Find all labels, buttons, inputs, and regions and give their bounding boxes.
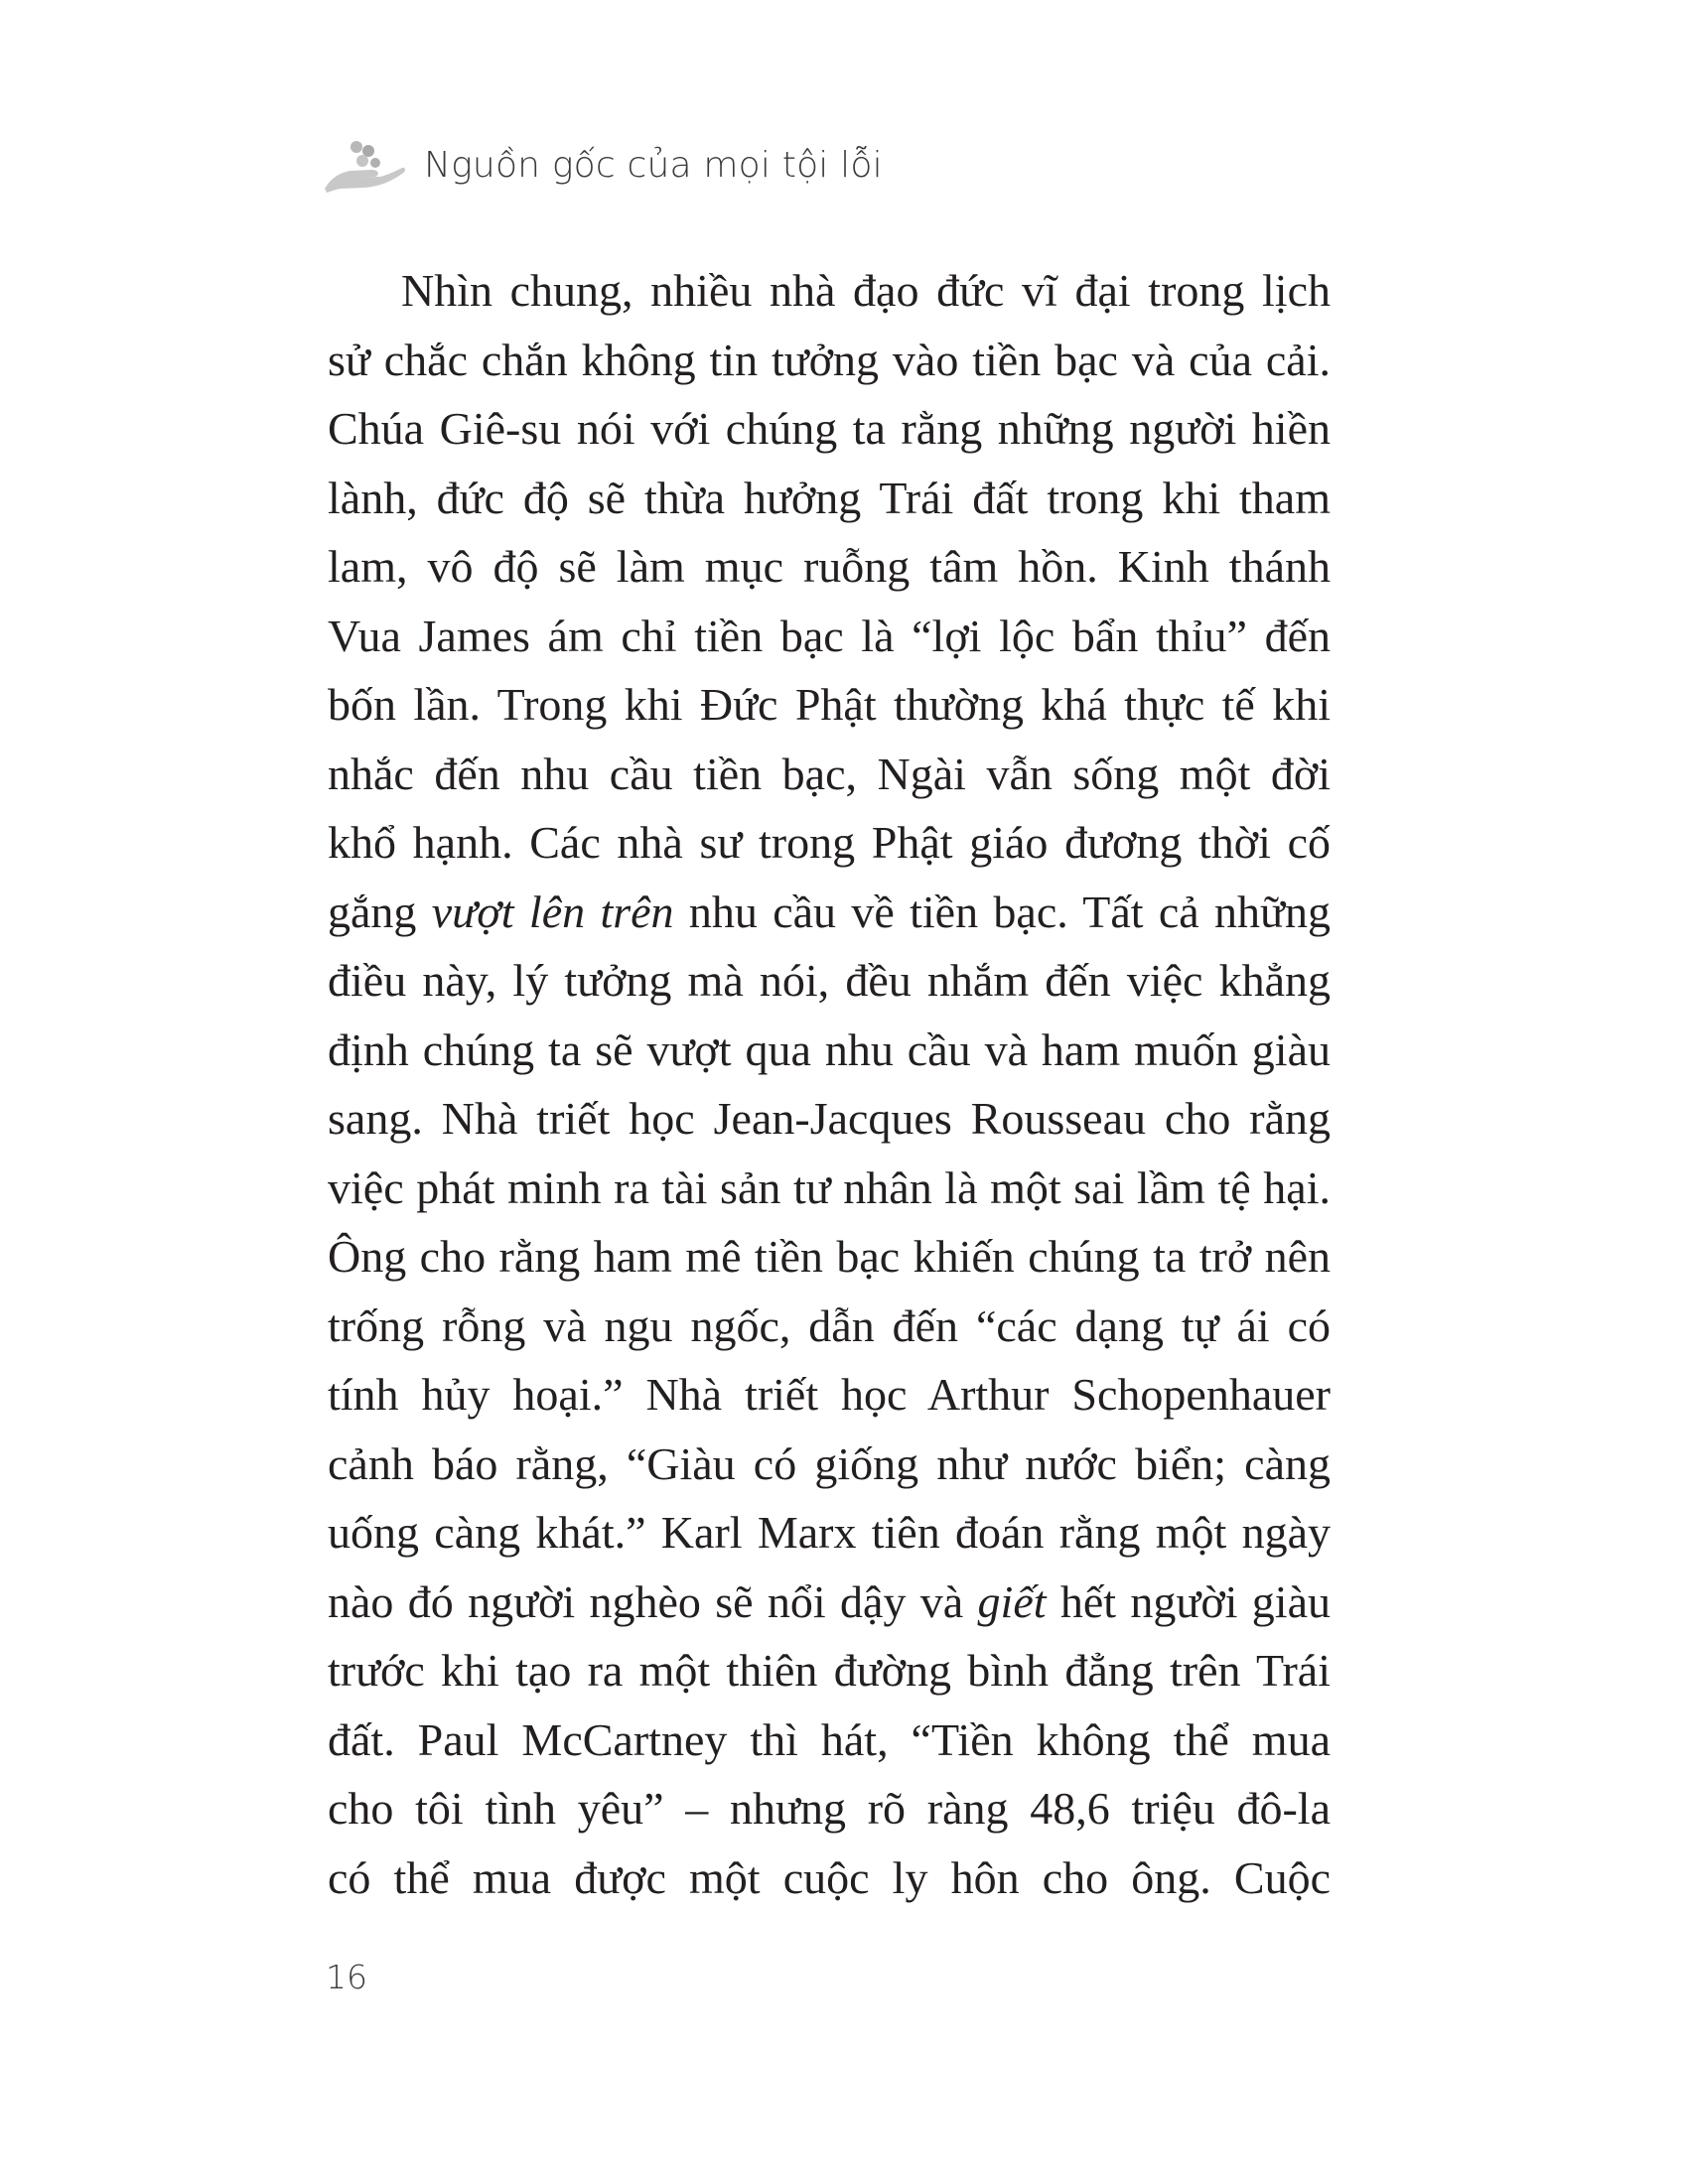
emphasis-text: giết <box>977 1575 1047 1627</box>
text-line <box>328 1568 1331 1637</box>
text-line <box>328 532 1331 602</box>
text-segment: nhắc đến nhu cầu tiền bạc, Ngài vẫn sống một đời <box>328 748 1331 799</box>
hand-with-coins-icon <box>323 137 406 193</box>
text-line <box>328 602 1331 671</box>
text-line <box>328 1498 1331 1568</box>
text-segment: gắng <box>328 886 432 937</box>
text-line <box>328 946 1331 1016</box>
text-line <box>328 878 1331 947</box>
text-segment: đất. Paul McCartney thì hát, “Tiền không thể mua <box>328 1713 1331 1765</box>
text-segment: cho tôi tình yêu” – nhưng rõ ràng 48,6 triệu đô-la <box>328 1783 1331 1834</box>
text-segment: nhu cầu về tiền bạc. Tất cả những <box>673 886 1331 937</box>
text-segment: nào đó người nghèo sẽ nổi dậy và <box>328 1575 978 1627</box>
text-segment: Nhìn chung, nhiều nhà đạo đức vĩ đại trong lịch <box>401 265 1331 316</box>
text-line <box>328 1636 1331 1706</box>
text-line <box>328 740 1331 809</box>
text-segment: Ông cho rằng ham mê tiền bạc khiến chúng ta trở nên <box>328 1231 1331 1282</box>
text-segment: Chúa Giê-su nói với chúng ta rằng những người hiền <box>328 403 1331 454</box>
text-segment: khổ hạnh. Các nhà sư trong Phật giáo đương thời cố <box>328 817 1331 868</box>
text-segment: có thể mua được một cuộc ly hôn cho ông. Cuộc <box>328 1851 1331 1903</box>
text-line <box>328 1430 1331 1499</box>
text-segment: sử chắc chắn không tin tưởng vào tiền bạc và của cải. <box>328 334 1331 385</box>
text-segment: tính hủy hoại.” Nhà triết học Arthur Schopenhauer <box>328 1369 1331 1420</box>
text-segment: bốn lần. Trong khi Đức Phật thường khá thực tế khi <box>328 679 1331 730</box>
emphasis-text: vượt lên trên <box>431 886 674 937</box>
text-segment: điều này, lý tưởng mà nói, đều nhắm đến việc khẳng <box>328 955 1331 1006</box>
running-header <box>323 137 883 193</box>
text-segment: hết người giàu <box>1046 1575 1331 1627</box>
text-line <box>328 1843 1331 1913</box>
text-line <box>328 394 1331 464</box>
text-line <box>328 670 1331 740</box>
text-segment: Vua James ám chỉ tiền bạc là “lợi lộc bẩn thỉu” đến <box>328 610 1331 661</box>
text-segment: cảnh báo rằng, “Giàu có giống như nước biển; càng <box>328 1437 1331 1489</box>
text-segment: sang. Nhà triết học Jean-Jacques Rousseau cho rằng <box>328 1093 1331 1144</box>
text-line <box>328 1292 1331 1361</box>
text-line <box>328 1774 1331 1843</box>
text-segment: lam, vô độ sẽ làm mục ruỗng tâm hồn. Kinh thánh <box>328 541 1331 592</box>
text-segment: trống rỗng và ngu ngốc, dẫn đến “các dạng tự ái có <box>328 1299 1331 1351</box>
text-line <box>328 326 1331 395</box>
text-segment: lành, đức độ sẽ thừa hưởng Trái đất trong khi tham <box>328 472 1331 523</box>
text-line <box>328 256 1331 326</box>
text-line <box>328 1360 1331 1430</box>
text-line <box>328 464 1331 533</box>
running-header-title: Nguồn gốc của mọi tội lỗi <box>424 144 883 186</box>
text-line <box>328 1706 1331 1775</box>
text-line <box>328 1016 1331 1085</box>
text-line <box>328 1084 1331 1154</box>
text-line <box>328 1222 1331 1292</box>
page-number: 16 <box>326 1958 367 1996</box>
text-line <box>328 808 1331 878</box>
text-segment: việc phát minh ra tài sản tư nhân là một sai lầm tệ hại. <box>328 1161 1331 1213</box>
body-paragraph <box>328 256 1331 1912</box>
text-segment: trước khi tạo ra một thiên đường bình đẳng trên Trái <box>328 1645 1331 1696</box>
text-line <box>328 1154 1331 1223</box>
text-segment: uống càng khát.” Karl Marx tiên đoán rằng một ngày <box>328 1507 1331 1558</box>
text-segment: định chúng ta sẽ vượt qua nhu cầu và ham muốn giàu <box>328 1024 1331 1075</box>
